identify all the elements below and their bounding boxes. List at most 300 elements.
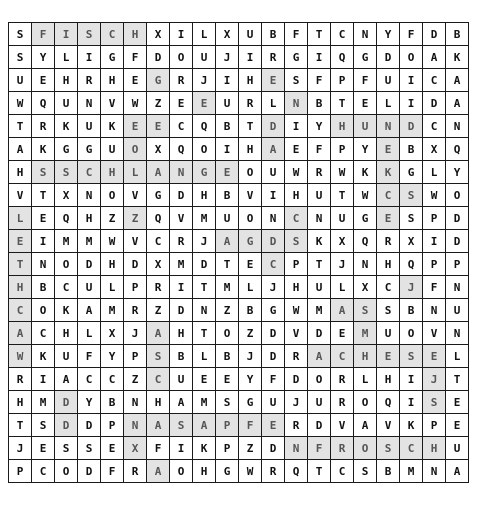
grid-cell[interactable]: R	[124, 460, 147, 483]
grid-cell[interactable]: E	[331, 322, 354, 345]
grid-cell-highlighted[interactable]: E	[147, 115, 170, 138]
grid-cell[interactable]: Y	[354, 138, 377, 161]
grid-cell[interactable]: O	[193, 138, 216, 161]
grid-cell[interactable]: W	[423, 184, 446, 207]
grid-cell[interactable]: Q	[170, 138, 193, 161]
grid-cell[interactable]: E	[32, 69, 55, 92]
grid-cell[interactable]: W	[239, 460, 262, 483]
grid-cell-highlighted[interactable]: C	[285, 207, 308, 230]
grid-cell[interactable]: M	[101, 299, 124, 322]
grid-cell[interactable]: K	[32, 138, 55, 161]
grid-cell[interactable]: N	[78, 92, 101, 115]
grid-cell[interactable]: P	[285, 253, 308, 276]
grid-cell-highlighted[interactable]: E	[124, 115, 147, 138]
grid-cell[interactable]: J	[9, 437, 32, 460]
grid-cell-highlighted[interactable]: E	[193, 92, 216, 115]
grid-cell[interactable]: F	[101, 460, 124, 483]
grid-cell[interactable]: Y	[101, 345, 124, 368]
grid-cell[interactable]: V	[239, 184, 262, 207]
grid-cell[interactable]: X	[147, 23, 170, 46]
grid-cell[interactable]: I	[170, 276, 193, 299]
grid-cell[interactable]: H	[147, 391, 170, 414]
grid-cell[interactable]: E	[446, 414, 469, 437]
grid-cell[interactable]: B	[377, 460, 400, 483]
grid-cell[interactable]: D	[262, 437, 285, 460]
grid-cell[interactable]: T	[239, 115, 262, 138]
grid-cell[interactable]: T	[308, 460, 331, 483]
grid-cell[interactable]: H	[170, 322, 193, 345]
grid-cell[interactable]: D	[285, 368, 308, 391]
grid-cell[interactable]: K	[308, 230, 331, 253]
grid-cell[interactable]: W	[354, 184, 377, 207]
grid-cell[interactable]: L	[446, 345, 469, 368]
grid-cell[interactable]: I	[400, 391, 423, 414]
grid-cell-highlighted[interactable]: O	[124, 138, 147, 161]
grid-cell[interactable]: R	[377, 230, 400, 253]
grid-cell[interactable]: D	[124, 253, 147, 276]
grid-cell[interactable]: H	[9, 161, 32, 184]
grid-cell[interactable]: R	[170, 230, 193, 253]
grid-cell[interactable]: F	[354, 69, 377, 92]
grid-cell[interactable]: W	[331, 161, 354, 184]
grid-cell[interactable]: I	[170, 437, 193, 460]
grid-cell[interactable]: K	[101, 115, 124, 138]
grid-cell[interactable]: H	[285, 276, 308, 299]
grid-cell[interactable]: B	[216, 115, 239, 138]
grid-cell[interactable]: E	[285, 138, 308, 161]
grid-cell[interactable]: U	[308, 276, 331, 299]
grid-cell[interactable]: C	[32, 460, 55, 483]
grid-cell[interactable]: U	[377, 322, 400, 345]
grid-cell[interactable]: M	[308, 299, 331, 322]
grid-cell[interactable]: E	[32, 207, 55, 230]
grid-cell-highlighted[interactable]: C	[147, 368, 170, 391]
grid-cell[interactable]: L	[55, 46, 78, 69]
grid-cell-highlighted[interactable]: A	[216, 230, 239, 253]
grid-cell[interactable]: E	[193, 368, 216, 391]
grid-cell[interactable]: B	[170, 345, 193, 368]
grid-cell[interactable]: P	[423, 207, 446, 230]
grid-cell[interactable]: C	[423, 115, 446, 138]
grid-cell[interactable]: D	[308, 414, 331, 437]
grid-cell-highlighted[interactable]: E	[262, 69, 285, 92]
grid-cell[interactable]: N	[354, 23, 377, 46]
grid-cell[interactable]: Y	[78, 391, 101, 414]
grid-cell[interactable]: O	[239, 161, 262, 184]
grid-cell[interactable]: U	[262, 391, 285, 414]
grid-cell[interactable]: K	[354, 161, 377, 184]
grid-cell[interactable]: A	[170, 391, 193, 414]
grid-cell-highlighted[interactable]: S	[400, 184, 423, 207]
grid-cell[interactable]: F	[124, 46, 147, 69]
grid-cell[interactable]: V	[377, 414, 400, 437]
grid-cell[interactable]: N	[308, 207, 331, 230]
grid-cell[interactable]: H	[55, 322, 78, 345]
grid-cell[interactable]: C	[170, 115, 193, 138]
grid-cell[interactable]: L	[262, 92, 285, 115]
grid-cell[interactable]: B	[216, 184, 239, 207]
grid-cell[interactable]: X	[147, 138, 170, 161]
grid-cell[interactable]: C	[32, 322, 55, 345]
grid-cell[interactable]: H	[377, 253, 400, 276]
grid-cell[interactable]: T	[9, 115, 32, 138]
grid-cell[interactable]: T	[308, 23, 331, 46]
grid-cell[interactable]: X	[400, 230, 423, 253]
grid-cell[interactable]: Q	[354, 230, 377, 253]
grid-cell[interactable]: P	[423, 414, 446, 437]
grid-cell-highlighted[interactable]: D	[55, 391, 78, 414]
grid-cell[interactable]: U	[446, 437, 469, 460]
grid-cell-highlighted[interactable]: C	[262, 253, 285, 276]
grid-cell[interactable]: J	[239, 345, 262, 368]
grid-cell[interactable]: T	[193, 322, 216, 345]
grid-cell[interactable]: R	[285, 345, 308, 368]
grid-cell[interactable]: Q	[331, 46, 354, 69]
grid-cell[interactable]: T	[308, 253, 331, 276]
grid-cell[interactable]: O	[308, 368, 331, 391]
grid-cell-highlighted[interactable]: X	[124, 437, 147, 460]
grid-cell-highlighted[interactable]: E	[423, 345, 446, 368]
grid-cell[interactable]: S	[285, 69, 308, 92]
grid-cell[interactable]: G	[285, 46, 308, 69]
grid-cell[interactable]: U	[170, 368, 193, 391]
grid-cell[interactable]: D	[170, 299, 193, 322]
grid-cell[interactable]: U	[308, 391, 331, 414]
grid-cell[interactable]: Y	[377, 23, 400, 46]
grid-cell[interactable]: H	[239, 138, 262, 161]
grid-cell[interactable]: E	[354, 92, 377, 115]
grid-cell[interactable]: S	[216, 391, 239, 414]
grid-cell-highlighted[interactable]: T	[9, 253, 32, 276]
grid-cell[interactable]: D	[423, 92, 446, 115]
grid-cell[interactable]: X	[423, 138, 446, 161]
grid-cell[interactable]: I	[239, 46, 262, 69]
grid-cell[interactable]: R	[32, 115, 55, 138]
grid-cell-highlighted[interactable]: J	[423, 368, 446, 391]
grid-cell[interactable]: O	[170, 460, 193, 483]
grid-cell[interactable]: U	[78, 276, 101, 299]
grid-cell[interactable]: E	[124, 69, 147, 92]
grid-cell[interactable]: D	[193, 253, 216, 276]
grid-cell[interactable]: M	[55, 230, 78, 253]
grid-cell[interactable]: F	[423, 276, 446, 299]
grid-cell[interactable]: N	[193, 299, 216, 322]
grid-cell[interactable]: L	[101, 276, 124, 299]
grid-cell[interactable]: N	[423, 460, 446, 483]
grid-cell[interactable]: G	[78, 138, 101, 161]
grid-cell[interactable]: Z	[239, 322, 262, 345]
grid-cell-highlighted[interactable]: Z	[124, 207, 147, 230]
grid-cell[interactable]: P	[331, 69, 354, 92]
grid-cell[interactable]: K	[400, 414, 423, 437]
grid-cell[interactable]: G	[239, 391, 262, 414]
grid-cell[interactable]: J	[193, 69, 216, 92]
grid-cell[interactable]: A	[354, 414, 377, 437]
grid-cell[interactable]: I	[262, 184, 285, 207]
grid-cell-highlighted[interactable]: C	[377, 184, 400, 207]
grid-cell[interactable]: S	[354, 460, 377, 483]
grid-cell[interactable]: F	[78, 345, 101, 368]
grid-cell[interactable]: F	[147, 437, 170, 460]
grid-cell[interactable]: Q	[377, 391, 400, 414]
grid-cell[interactable]: H	[285, 184, 308, 207]
grid-cell-highlighted[interactable]: L	[124, 161, 147, 184]
grid-cell-highlighted[interactable]: P	[216, 414, 239, 437]
grid-cell-highlighted[interactable]: A	[147, 161, 170, 184]
grid-cell[interactable]: P	[101, 414, 124, 437]
grid-cell[interactable]: I	[32, 230, 55, 253]
grid-cell-highlighted[interactable]: A	[147, 414, 170, 437]
grid-cell-highlighted[interactable]: F	[239, 414, 262, 437]
grid-cell[interactable]: O	[400, 46, 423, 69]
grid-cell[interactable]: Z	[101, 207, 124, 230]
grid-cell-highlighted[interactable]: H	[423, 437, 446, 460]
grid-cell[interactable]: Y	[239, 368, 262, 391]
grid-cell[interactable]: M	[170, 253, 193, 276]
grid-cell-highlighted[interactable]: E	[216, 161, 239, 184]
grid-cell[interactable]: H	[193, 460, 216, 483]
grid-cell[interactable]: R	[285, 414, 308, 437]
grid-cell[interactable]: H	[193, 184, 216, 207]
grid-cell[interactable]: S	[400, 207, 423, 230]
grid-cell[interactable]: L	[193, 345, 216, 368]
grid-cell[interactable]: B	[308, 92, 331, 115]
grid-cell-highlighted[interactable]: S	[400, 345, 423, 368]
grid-cell-highlighted[interactable]: D	[262, 115, 285, 138]
grid-cell[interactable]: B	[400, 138, 423, 161]
grid-cell[interactable]: D	[446, 207, 469, 230]
grid-cell-highlighted[interactable]: C	[400, 437, 423, 460]
grid-cell[interactable]: V	[285, 322, 308, 345]
grid-cell[interactable]: U	[308, 184, 331, 207]
grid-cell[interactable]: Q	[193, 115, 216, 138]
grid-cell[interactable]: H	[101, 253, 124, 276]
grid-cell[interactable]: X	[55, 184, 78, 207]
grid-cell[interactable]: R	[78, 69, 101, 92]
grid-cell[interactable]: I	[32, 368, 55, 391]
grid-cell[interactable]: T	[216, 253, 239, 276]
grid-cell[interactable]: D	[147, 46, 170, 69]
grid-cell[interactable]: Y	[446, 161, 469, 184]
grid-cell[interactable]: G	[354, 46, 377, 69]
grid-cell[interactable]: S	[32, 414, 55, 437]
grid-cell[interactable]: N	[446, 115, 469, 138]
grid-cell-highlighted[interactable]: A	[193, 414, 216, 437]
grid-cell[interactable]: L	[193, 23, 216, 46]
grid-cell[interactable]: D	[446, 230, 469, 253]
grid-cell[interactable]: F	[308, 138, 331, 161]
grid-cell[interactable]: M	[78, 230, 101, 253]
grid-cell[interactable]: O	[170, 46, 193, 69]
grid-cell[interactable]: P	[216, 437, 239, 460]
grid-cell[interactable]: F	[262, 368, 285, 391]
grid-cell-highlighted[interactable]: G	[193, 161, 216, 184]
grid-cell[interactable]: D	[377, 46, 400, 69]
grid-cell[interactable]: G	[101, 46, 124, 69]
grid-cell[interactable]: U	[193, 46, 216, 69]
grid-cell[interactable]: Z	[239, 437, 262, 460]
grid-cell[interactable]: S	[9, 46, 32, 69]
grid-cell[interactable]: O	[400, 322, 423, 345]
grid-cell[interactable]: B	[262, 23, 285, 46]
grid-cell[interactable]: O	[446, 184, 469, 207]
grid-cell-highlighted[interactable]: F	[32, 23, 55, 46]
grid-cell[interactable]: O	[55, 253, 78, 276]
grid-cell[interactable]: R	[262, 460, 285, 483]
grid-cell[interactable]: W	[9, 92, 32, 115]
grid-cell[interactable]: D	[78, 253, 101, 276]
grid-cell[interactable]: O	[101, 184, 124, 207]
grid-cell[interactable]: I	[216, 69, 239, 92]
grid-cell[interactable]: L	[78, 322, 101, 345]
grid-cell-highlighted[interactable]: E	[377, 345, 400, 368]
grid-cell[interactable]: Z	[147, 299, 170, 322]
grid-cell[interactable]: C	[331, 460, 354, 483]
grid-cell-highlighted[interactable]: H	[331, 115, 354, 138]
grid-cell-highlighted[interactable]: N	[285, 92, 308, 115]
grid-cell[interactable]: I	[308, 46, 331, 69]
grid-cell[interactable]: T	[331, 184, 354, 207]
grid-cell[interactable]: J	[193, 230, 216, 253]
grid-cell-highlighted[interactable]: A	[147, 460, 170, 483]
grid-cell[interactable]: H	[101, 69, 124, 92]
grid-cell[interactable]: Z	[147, 92, 170, 115]
grid-cell[interactable]: W	[285, 161, 308, 184]
grid-cell[interactable]: B	[400, 299, 423, 322]
grid-cell[interactable]: N	[262, 207, 285, 230]
grid-cell[interactable]: S	[9, 23, 32, 46]
grid-cell[interactable]: R	[262, 46, 285, 69]
grid-cell[interactable]: K	[193, 437, 216, 460]
grid-cell-highlighted[interactable]: H	[9, 276, 32, 299]
grid-cell-highlighted[interactable]: A	[308, 345, 331, 368]
grid-cell[interactable]: A	[55, 368, 78, 391]
grid-cell-highlighted[interactable]: S	[147, 345, 170, 368]
grid-cell[interactable]: H	[239, 69, 262, 92]
grid-cell[interactable]: I	[285, 115, 308, 138]
grid-cell[interactable]: D	[423, 23, 446, 46]
grid-cell[interactable]: V	[170, 207, 193, 230]
grid-cell-highlighted[interactable]: A	[331, 299, 354, 322]
grid-cell[interactable]: E	[446, 391, 469, 414]
grid-cell[interactable]: H	[9, 391, 32, 414]
grid-cell-highlighted[interactable]: J	[400, 276, 423, 299]
grid-cell-highlighted[interactable]: N	[377, 115, 400, 138]
grid-cell[interactable]: U	[55, 92, 78, 115]
grid-cell[interactable]: J	[124, 322, 147, 345]
grid-cell-highlighted[interactable]: C	[78, 161, 101, 184]
grid-cell-highlighted[interactable]: S	[78, 23, 101, 46]
grid-cell[interactable]: Q	[400, 253, 423, 276]
grid-cell[interactable]: V	[124, 230, 147, 253]
grid-cell-highlighted[interactable]: S	[423, 391, 446, 414]
grid-cell[interactable]: J	[262, 276, 285, 299]
grid-cell[interactable]: I	[400, 368, 423, 391]
grid-cell[interactable]: R	[239, 92, 262, 115]
grid-cell[interactable]: H	[55, 69, 78, 92]
grid-cell-highlighted[interactable]: A	[262, 138, 285, 161]
grid-cell[interactable]: I	[170, 23, 193, 46]
grid-cell[interactable]: B	[216, 345, 239, 368]
grid-cell[interactable]: J	[331, 253, 354, 276]
grid-cell[interactable]: Q	[32, 92, 55, 115]
grid-cell[interactable]: T	[32, 184, 55, 207]
grid-cell[interactable]: I	[400, 92, 423, 115]
grid-cell[interactable]: A	[446, 69, 469, 92]
grid-cell[interactable]: Z	[124, 368, 147, 391]
grid-cell[interactable]: M	[400, 460, 423, 483]
grid-cell[interactable]: E	[239, 253, 262, 276]
grid-cell[interactable]: Q	[446, 138, 469, 161]
grid-cell-highlighted[interactable]: S	[32, 161, 55, 184]
grid-cell-highlighted[interactable]: D	[262, 230, 285, 253]
grid-cell[interactable]: W	[101, 230, 124, 253]
grid-cell[interactable]: X	[147, 253, 170, 276]
grid-cell[interactable]: U	[331, 207, 354, 230]
grid-cell[interactable]: M	[216, 276, 239, 299]
grid-cell[interactable]: N	[124, 391, 147, 414]
grid-cell[interactable]: R	[170, 69, 193, 92]
grid-cell[interactable]: I	[400, 69, 423, 92]
grid-cell[interactable]: V	[9, 184, 32, 207]
grid-cell[interactable]: V	[124, 184, 147, 207]
grid-cell[interactable]: O	[239, 207, 262, 230]
grid-cell[interactable]: H	[78, 207, 101, 230]
grid-cell[interactable]: N	[32, 253, 55, 276]
grid-cell[interactable]: U	[239, 23, 262, 46]
grid-cell-highlighted[interactable]: S	[55, 161, 78, 184]
grid-cell-highlighted[interactable]: G	[147, 69, 170, 92]
grid-cell[interactable]: W	[124, 92, 147, 115]
grid-cell[interactable]: E	[101, 437, 124, 460]
grid-cell[interactable]: D	[170, 184, 193, 207]
grid-cell-highlighted[interactable]: A	[9, 322, 32, 345]
grid-cell-highlighted[interactable]: N	[170, 161, 193, 184]
grid-cell[interactable]: B	[101, 391, 124, 414]
grid-cell[interactable]: A	[446, 92, 469, 115]
grid-cell[interactable]: B	[239, 299, 262, 322]
grid-cell[interactable]: I	[78, 46, 101, 69]
grid-cell[interactable]: U	[78, 115, 101, 138]
grid-cell-highlighted[interactable]: E	[377, 207, 400, 230]
grid-cell[interactable]: C	[78, 368, 101, 391]
grid-cell-highlighted[interactable]: N	[285, 437, 308, 460]
grid-cell[interactable]: N	[78, 184, 101, 207]
grid-cell[interactable]: E	[170, 92, 193, 115]
grid-cell[interactable]: U	[446, 299, 469, 322]
grid-cell[interactable]: V	[101, 92, 124, 115]
grid-cell[interactable]: D	[308, 322, 331, 345]
grid-cell[interactable]: J	[216, 46, 239, 69]
grid-cell[interactable]: G	[354, 207, 377, 230]
grid-cell[interactable]: Y	[308, 115, 331, 138]
grid-cell[interactable]: P	[423, 253, 446, 276]
grid-cell[interactable]: X	[101, 322, 124, 345]
grid-cell[interactable]: G	[216, 460, 239, 483]
grid-cell[interactable]: V	[423, 322, 446, 345]
grid-cell[interactable]: F	[400, 23, 423, 46]
grid-cell[interactable]: I	[423, 230, 446, 253]
grid-cell[interactable]: P	[9, 460, 32, 483]
grid-cell[interactable]: Q	[147, 207, 170, 230]
grid-cell[interactable]: L	[331, 276, 354, 299]
grid-cell[interactable]: C	[423, 69, 446, 92]
grid-cell[interactable]: N	[423, 299, 446, 322]
grid-cell[interactable]: L	[354, 368, 377, 391]
grid-cell-highlighted[interactable]: E	[377, 138, 400, 161]
grid-cell[interactable]: O	[216, 322, 239, 345]
grid-cell[interactable]: N	[446, 276, 469, 299]
